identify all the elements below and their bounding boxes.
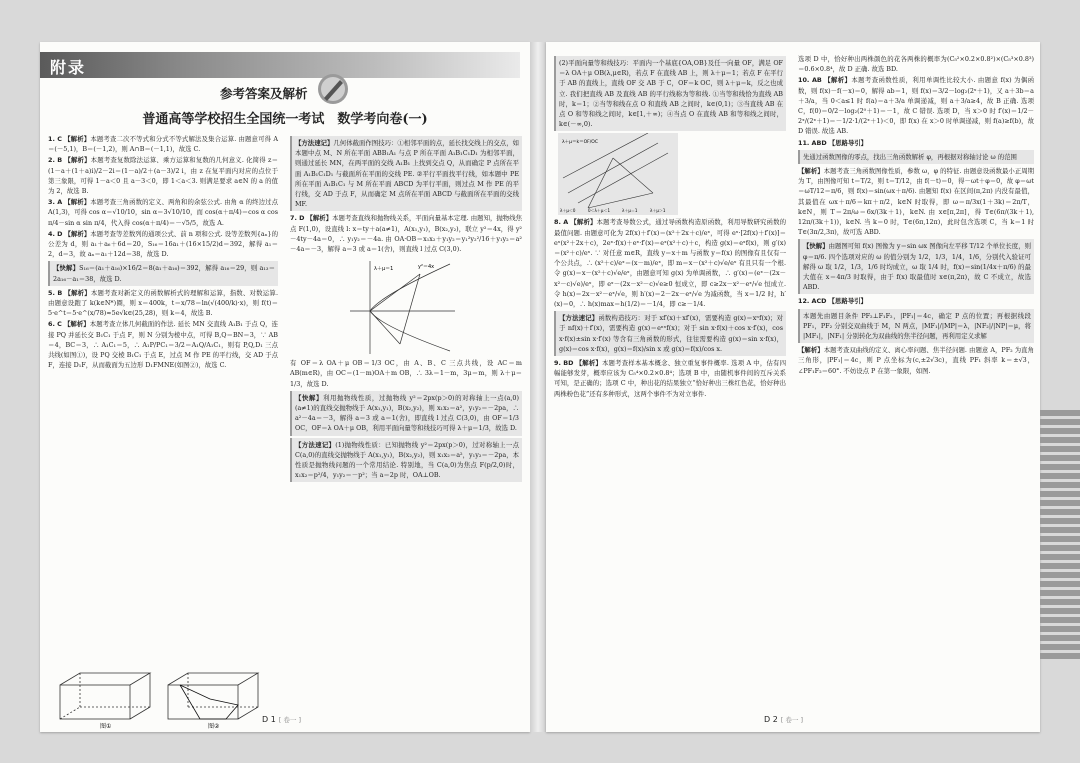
left-column-2: [290, 134, 522, 484]
graph-label-3: λ＋μ＝1: [622, 208, 638, 214]
question-number: 5. B: [48, 288, 63, 297]
edge-tab: [1040, 635, 1080, 641]
answer-text: 本题考查三角函数图像性质，参数 ω，φ 的特征. 由题意设函数最小正周期为 T，由图像可知 t＝T/2，则 t＝T/12，由 f(－t)＝0，得－ωt＋φ＝0，故 φ＝ωt＝ωT/12＝π/6，则 f(x)＝sin(ωx＋π/6). 由题知 f(x) 在区间(π,2π) 内没有最值，其最值在 ωx＋π/6＝kπ＋π/2，k∈N 时取得，即 ω＝π/3x(1＋3k)＝2π/T，k∈N，则 T＝2π/ω＝6x/(3k＋1)，k∈N. 由 x∈[π,2π]，得 T∈(6π/(3k＋1), 12π/(3k＋1))，k∈N. 当 k＝0 时，T∈(6π,12π)，此时包含选项 C，当 k＝1 时 T∈(3π/2,3π)，故可选 ABD.: [798, 167, 1035, 237]
answer-text: 由题图可知 f(x) 图像为 y＝sin ωx 图像向左平移 T/12 个单位长度，则 φ＝π/6. 四个选项对应的 ω 的值分别为 1/2，1/3，1/4，1/6，分别代入验证可解得 ω 取 1/2，1/3，1/6 时均成立，ω 取 1/4 时，f(x)＝sin(1/4x＋π/6) 的最大值在 x＝4π/3 时取得，由于 f(x) 取最值时 x∈(π,2π)，故 C 不成立，故选 ABD.: [803, 242, 1031, 292]
section-tag: 【解析】: [824, 76, 852, 85]
equal-sum-lines-graph: [558, 133, 678, 215]
question-number: 8. A: [554, 218, 569, 227]
answer-q12: [798, 296, 1034, 343]
hint-text: 本题先由题目条件 PF₂⊥F₁F₂，|PF₁|＝4c，确定 P 点的位置；再根据线段 PF₁，PF₂ 分别交双曲线于 M，N 两点，|MF₁|/|MP|＝λ，|NF₂|/|NP|＝μ，将 |MF₁|，|NF₁| 分别转化为双曲线的焦半径问题，再利用定义求解: [803, 311, 1031, 341]
right-page-footer: [764, 715, 803, 724]
left-page-footer: [262, 715, 301, 724]
pen-badge-icon: [316, 72, 350, 106]
question-number: 6. C: [48, 320, 62, 329]
answer-q6: [48, 319, 278, 370]
graph-label-4: λ＋μ＞1: [650, 208, 666, 214]
answer-text: 选项 D 中，恰好种出两株颜色的花各两株的概率为(C₅²×0.2×0.8²)×(C₅³×0.8³)＝0.6×0.8⁴，故 D 正确. 故选 BD.: [798, 55, 1034, 74]
answer-q7box: [290, 391, 522, 436]
section-tag: 【解析】: [798, 346, 824, 355]
answer-q12b: [798, 345, 1034, 376]
answer-text: 本题考查函数性质，利用单调性比较大小. 由题意 f(x) 为偶函数，则 f(x)－f(－x)＝0，解得 ab＝1，则 f(x)＝3/2－log₂(2ˣ＋1)，又 a＋3b＝a＋3/a，当 0＜a≤1 时 f(a)＝a＋3/a 单调递减，则 a＋3/a≥4，故 B 正确. 选项 C，f(0)＝0/2－log₂(2⁰＋1)＝－1，故 C 错误. 选项 D，当 x＞0 时 f′(x)＝1/2－2ˣ/(2ˣ＋1)＝－1/2·1/(2ˣ＋1)＜0，即 f(x) 在 x＞0 时单调递减，则 f(a)≥f(b)，故 D 错误. 故选 AB.: [798, 76, 1034, 136]
answer-q7c: [554, 56, 786, 131]
answer-q5: [48, 288, 278, 319]
left-page: [40, 42, 530, 732]
edge-tab: [1040, 491, 1080, 497]
answer-text: 本题考查立体几何截面的作法. 延长 MN 交直线 A₁B₁ 于点 Q，连接 PQ 并延长交 B₁C₁ 于点 F，则 N 分别为棱中点，可得 B,Q＝BN＝3，∵ AB＝4，BC＝3，∴ A₁C₁＝5，∴ A₁P/PC₁＝3/2＝A₁Q/A₁C₁，则有 P,Q,D₁ 三点共线(如图①)，设 PQ 交棱 B₁C₁ 于点 E，过点 M 作 PE 的平行线，交 AD 于点 F，连接 D₁F，从而截面为五边形 D₁FMNE(如图②)，故选 C.: [48, 320, 278, 370]
question-number: 12. ACD: [798, 297, 827, 306]
edge-tab-strip: [1040, 410, 1080, 690]
answer-q1: [48, 134, 278, 154]
question-number: 1. C: [48, 135, 62, 143]
section-tag: 【方法速记】: [295, 440, 336, 449]
left-page-sub: [ 卷一 ]: [278, 716, 302, 724]
answer-text: 本题考查样本基本概念、独立重复事件概率. 选项 A 中，估有四幅能够发芽，概率应该为 C₅⁴×0.2×0.8⁴；选项 B 中，由随机事件间的互斥关系可知，是正确的；选项 C 中，种出花的结果独立“恰好种出三株红色花，恰好种出两株粉色花”还有多种形式，这两个事件不为对立事件.: [554, 359, 786, 398]
answer-q4: [48, 229, 278, 260]
answer-text: 本题考查等差数列的通项公式、前 n 项和公式. 设等差数列{aₙ}的公差为 d，则 a₁＋a₆＋6d＝20，S₁₆＝16a₁＋(16×15/2)d＝392，解得 a₁＝2，d＝3，故 aₙ＝a₁＋12d＝38，故选 D.: [48, 229, 279, 259]
answer-q2: [48, 155, 278, 196]
answer-text: (2)平面向量等和线技巧：平面内一个基底{OA,OB}及任一向量 OF，满足 OF＝λ OA＋μ OB(λ,μ∈R)，若点 F 在直线 AB 上，则 λ＋μ＝1；若点 F 在平行于 AB 的直线上，直线 OF 交 AB 于 C，OF＝k OC，则 λ＋μ＝k，反之也成立. 我们把直线 AB 及直线 AB 的平行线称为等和线. ①当等和线恰为直线 AB 时，k＝1；②当等和线在点 O 和直线 AB 之间时，k∈(0,1)；③当直线 AB 在点 O 和等和线之间时，k∈[1,＋∞)；④当点 O 在直线 AB 和等和线之间时，k∈(－∞,0).: [559, 59, 783, 129]
edge-tab: [1040, 518, 1080, 524]
edge-tab: [1040, 482, 1080, 488]
right-page: [546, 42, 1040, 732]
section-tag: 【方法速记】: [295, 139, 334, 147]
answer-text: 本题考查双曲线的定义、离心率问题、焦半径问题. 由题意 A，PF₂ 为直角三角形，|PF₁|＝4c，则 P 点坐标为(c,±2√3c)，直线 PF₁ 斜率 k＝±√3，∠PF₁F₂＝60°. 不妨设点 P 在第一象限，如图.: [798, 346, 1034, 375]
edge-tab: [1040, 626, 1080, 632]
answer-text: 本题考查对新定义的函数解析式的理解和运算，指数、对数运算. 由题意设跑了 k(k∈N*)圈，则 x＝400k，t＝x/78＝ln(√(400/k)·x)，则 f(t)＝5·e^t＝5·e^(x/78)≈5e√k∈(25,28)，则 k＝4，故选 B.: [48, 288, 278, 318]
right-column-2: [798, 54, 1034, 377]
edge-tab: [1040, 653, 1080, 659]
answer-text: S₁₆＝(a₁＋a₁₆)×16/2＝8(a₁＋a₁₆)＝392，解得 a₁₆＝29，则 a₁₃＝2a₁₆－a₁＝38，故选 D.: [53, 264, 275, 283]
section-tag: 【解析】: [64, 288, 91, 297]
section-tag: 【解析】: [63, 320, 90, 329]
section-tag: 【思路导引】: [828, 138, 868, 147]
edge-tab: [1040, 455, 1080, 461]
question-number: 7. D: [290, 214, 305, 223]
edge-tab: [1040, 437, 1080, 443]
section-tag: 【解析】: [306, 214, 333, 223]
graph-label-2: 0＜λ＋μ＜1: [588, 208, 611, 214]
answer-text: (1)抛物线性质：已知抛物线 y²＝2px(p＞0)，过对称轴上一点 C(a,0)的直线交抛物线于 A(x₁,y₁)，B(x₂,y₂)，则 x₁x₂＝a²，y₁y₂＝－2pa，本性质是抛物线问题的一个常用结论. 特别地，当 C(a,0)为焦点 F(p/2,0)时，x₁x₂＝p²/4，y₁y₂＝－p²；当 a＝2p 时，OA⊥OB.: [295, 440, 519, 480]
answer-q8box: [554, 311, 786, 356]
edge-tab: [1040, 500, 1080, 506]
figure-label-2: 图②: [208, 723, 220, 729]
left-page-number: D 1: [262, 715, 276, 724]
answer-q6box: [290, 136, 522, 211]
answer-text: 有 OF＝λ OA＋μ OB＝1/3 OC，由 A、B、C 三点共线，设 AC＝m AB(m∈R)，由 OC＝(1－m)OA＋m OB，∴ 3λ＝1－m，3μ＝m，则 λ＋μ＝1/3，故选 D.: [290, 359, 522, 388]
answer-q7box2: [290, 438, 522, 483]
section-tag: 【思路导引】: [828, 297, 867, 306]
answer-q11b: [798, 166, 1034, 237]
section-tag: 【解析】: [64, 156, 91, 165]
edge-tab: [1040, 509, 1080, 515]
edge-tab: [1040, 428, 1080, 434]
answer-q9: [554, 358, 786, 399]
edge-tab: [1040, 464, 1080, 470]
answer-q4box: [48, 261, 278, 285]
answer-q3: [48, 197, 278, 228]
page-fold: [530, 42, 546, 732]
edge-tab: [1040, 617, 1080, 623]
curve-label: y²＝4x: [418, 264, 435, 271]
section-tag: 【快解】: [803, 242, 829, 251]
answer-text: 本题考查导数公式，通过导函数构造原函数，利用导数研究函数的最值问题. 由题意可化为 2f(x)＋f′(x)＝(x²＋2x＋c)/eˣ，可得 eˣ·[2f(x)＋f′(x)]＝eˣ(x²＋2x＋c)，2eˣ·f(x)＋eˣ·f′(x)＝eˣ(x²＋c)＋c，构造 g(x)＝eˣf(x)，则 g′(x)＝(x²＋c)/eˣ. ∵ 对任意 m∈R，直线 y＝x＋m 与函数 y＝f(x) 的图像有且仅有一个公共点，∴ (x²＋c)/eˣ＝(x－m)/eˣ，即 m＝x－(x²＋c)√e/eˣ 有且只有一个根. 令 g(x)＝x－(x²＋c)√e/eˣ，由题意可知 g(x) 为单调函数，∴ g′(x)＝(eˣ－(2x－x²－c)√e)/eˣ，即 eˣ－(2x－x²－c)√e≥0 恒成立，即 c≥2x－x²－eˣ/√e 恒成立. 令 h(x)＝2x－x²－eˣ/√e，则 h′(x)＝2－2x－eˣ/√e 为减函数，当 x＝1/2 时，h′(x)＝0，∴ h(x)max＝h(1/2)＝－1/4，即 c≥－1/4.: [554, 218, 787, 309]
edge-tab: [1040, 527, 1080, 533]
edge-tab: [1040, 536, 1080, 542]
edge-tab: [1040, 446, 1080, 452]
section-tag: 【解析】: [64, 229, 91, 238]
right-page-number: D 2: [764, 715, 778, 724]
answer-q7b: [290, 358, 522, 389]
graph-label-1: λ＋μ＜0: [560, 208, 576, 214]
edge-tab: [1040, 599, 1080, 605]
section-tag: 【解析】: [570, 218, 597, 227]
question-number: 4. D: [48, 229, 63, 238]
answer-q9b: [798, 54, 1034, 74]
answer-text: 几何体截面作图技巧：①相邻平面的点，延长找交线上的交点，如本题中点 M、N 所在平面 ABB₁A₁ 与点 P 所在平面 A₁B₁C₁D₁ 为相邻平面，则通过延长 MN，在两平面的交线 A₁B₁ 上找到交点 Q，从而确定 P 点所在平面 A₁B₁C₁D₁ 与截面所在平面的交线 PE. ②平行平面找平行线，如本题中 PE 所在平面 A₁B₁C₁ 与 M 所在平面 ABCD 为平行平面，则过点 M 作 PE 的平行线，交 AD 于点 F，从而确定 M 点所在平面 ABCD 与截面所在平面的交线 MF.: [295, 139, 520, 209]
question-number: 3. A: [48, 198, 63, 207]
section-tag: 【解析】: [64, 135, 91, 143]
edge-tab: [1040, 608, 1080, 614]
answer-text: 本题考查三角函数的定义、两角和的余弦公式. 由角 α 的终边过点 A(1,3)，可得 cos α＝√10/10，sin α＝3√10/10，而 cos(α＋π/4)＝cos α cos π/4－sin α sin π/4，代入得 cos(α＋π/4)＝－√5/5，故选 A.: [48, 198, 278, 227]
answer-q8: [554, 217, 786, 309]
graph-top-label: λ＋μ＝k＝OF/OC: [562, 140, 598, 146]
edge-tab: [1040, 590, 1080, 596]
answer-text: 本题考查直线和抛物线关系，平面向量基本定理. 由题知，抛物线焦点 F(1,0)，设直线 l: x＝ty＋a(a≠1)，A(x₁,y₁)，B(x₂,y₂)，联立 y²＝4x，得 y²－4ty－4a＝0，∴ y₁y₂＝－4a. 由 OA·OB＝x₁x₂＋y₁y₂＝y₁²y₂²/16＋y₁y₂＝a²－4a＝－3，解得 a＝3 或 a＝1(舍)，则直线 l 过点 C(3,0).: [290, 214, 523, 254]
edge-tab: [1040, 644, 1080, 650]
answer-q11: [798, 138, 1034, 164]
figure-label-1: 图①: [100, 723, 112, 729]
hint-box: [798, 309, 1034, 344]
parabola-graph: [340, 256, 460, 356]
cuboid-figures: [50, 669, 270, 729]
edge-tab: [1040, 545, 1080, 551]
edge-tab: [1040, 572, 1080, 578]
section-tag: 【快解】: [295, 393, 323, 402]
appendix-label: 附录: [50, 58, 87, 77]
answer-text: 利用抛物线性质，过抛物线 y²＝2px(p＞0)的对称轴上一点(a,0)(a≠1)的直线交抛物线于 A(x₁,y₁)，B(x₂,y₂)，则 x₁x₂＝a²，y₁y₂＝－2pa，∴ a²－4a＝－3，解得 a＝3 或 a＝1(舍)，即直线 l 过点 C(3,0)，由 OF＝1/3 OC，OF＝λ OA＋μ OB，利用平面向量等和线技巧可得 λ＋μ＝1/3，故选 D.: [295, 393, 519, 433]
section-tag: 【快解】: [53, 264, 80, 273]
section-tag: 【解析】: [64, 198, 91, 207]
hint-text: 先通过函数图像的零点，找出三角函数解析 φ，再根据对称轴讨论 ω 的范围: [803, 152, 1017, 161]
exam-title: 普通高等学校招生全国统一考试 数学考向卷(一): [142, 112, 428, 127]
section-tag: 【解析】: [798, 167, 824, 176]
answer-text: 本题考查复数除法运算、乘方运算和复数的几何意义. 化简得 z＝(1－a＋(1＋a)i)/2－2i＝(1－a)/2＋(a－3)/2 i，由 z 在复平面内对应的点位于第三象限，可得 1－a＜0 且 a－3＜0，即 1＜a＜3. 则满足要求 a∈N 的 a 的值为 2，故选 B.: [48, 156, 278, 196]
question-number: 11. ABD: [798, 138, 827, 147]
right-column-1: [554, 54, 786, 400]
answers-title: 参考答案及解析: [220, 86, 308, 101]
answer-text: 函数构造技巧：对于 xf′(x)＋xf′(x)，需要构造 g(x)＝xⁿf(x)；对于 nf(x)＋f′(x)，需要构造 g(x)＝eⁿˣf(x)；对于 sin x·f(x)＋cos x·f′(x)，cos x·f(x)±sin x·f′(x) 等含有三角函数的形式，往往需要构造 g(x)＝sin x·f(x)，g(x)＝cos x·f(x)，g(x)＝f(x)/sin x 或 g(x)＝f(x)/cos x.: [559, 314, 784, 353]
edge-tab: [1040, 581, 1080, 587]
edge-tab: [1040, 554, 1080, 560]
appendix-band: [40, 52, 520, 78]
right-page-sub: [ 卷一 ]: [780, 716, 804, 724]
question-number: 10. AB: [798, 76, 822, 85]
section-tag: 【解析】: [575, 359, 602, 368]
answer-text: 本题考查二次不等式和分式不等式解法及集合运算. 由题意可得 A＝(－5,1)，B＝(－1,2)，则 A∩B＝(－1,1)，故选 C.: [48, 135, 278, 154]
hint-box: [798, 150, 1034, 164]
answer-q7: [290, 213, 522, 254]
edge-tab: [1040, 563, 1080, 569]
edge-tab: [1040, 410, 1080, 416]
line-label: λ＋μ＝1: [374, 266, 394, 273]
section-tag: 【方法速记】: [559, 314, 599, 323]
question-number: 2. B: [48, 156, 63, 165]
edge-tab: [1040, 473, 1080, 479]
answer-q11box: [798, 239, 1034, 294]
answer-q10: [798, 75, 1034, 136]
question-number: 9. BD: [554, 359, 574, 368]
left-column-1: [48, 134, 278, 371]
edge-tab: [1040, 419, 1080, 425]
